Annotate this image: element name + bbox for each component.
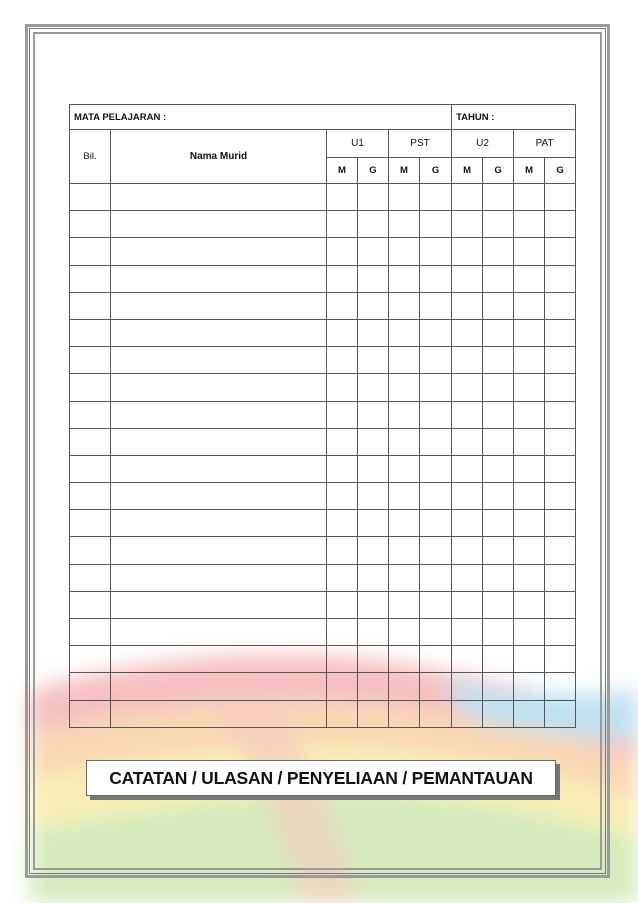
table-row [70,673,576,700]
score-cell[interactable] [483,374,514,401]
score-cell[interactable] [452,374,483,401]
table-row [70,510,576,537]
score-cell[interactable] [452,591,483,618]
bil-cell[interactable] [70,591,111,618]
score-cell[interactable] [389,265,420,292]
header-row-groups [70,130,576,158]
score-cell[interactable] [545,537,576,564]
score-cell[interactable] [327,673,358,700]
student-name-cell[interactable] [111,564,327,591]
score-cell[interactable] [327,564,358,591]
score-cell[interactable] [545,374,576,401]
score-cell[interactable] [327,619,358,646]
score-cell[interactable] [545,564,576,591]
score-cell[interactable] [545,510,576,537]
table-row [70,591,576,618]
table-row [70,537,576,564]
table-row [70,401,576,428]
score-cell[interactable] [327,700,358,727]
bil-cell[interactable] [70,211,111,238]
score-cell[interactable] [483,238,514,265]
score-cell[interactable] [483,483,514,510]
score-cell[interactable] [327,455,358,482]
score-cell[interactable] [545,455,576,482]
score-cell[interactable] [420,401,452,428]
bil-cell[interactable] [70,347,111,374]
score-cell[interactable] [327,401,358,428]
score-cell[interactable] [514,347,545,374]
score-cell[interactable] [420,319,452,346]
score-cell[interactable] [452,510,483,537]
score-cell[interactable] [389,700,420,727]
bil-cell[interactable] [70,238,111,265]
score-cell[interactable] [389,347,420,374]
score-cell[interactable] [358,265,389,292]
student-name-cell[interactable] [111,238,327,265]
score-cell[interactable] [483,211,514,238]
column-header-bil: Bil. [70,130,111,184]
table-row [70,374,576,401]
score-cell[interactable] [389,673,420,700]
student-name-cell[interactable] [111,619,327,646]
score-cell[interactable] [514,673,545,700]
score-cell[interactable] [389,401,420,428]
bil-cell[interactable] [70,646,111,673]
score-cell[interactable] [514,319,545,346]
score-cell[interactable] [420,184,452,211]
score-cell[interactable] [358,564,389,591]
score-cell[interactable] [483,537,514,564]
bil-cell[interactable] [70,673,111,700]
score-cell[interactable] [483,700,514,727]
score-cell[interactable] [358,510,389,537]
header-row-info [70,105,576,130]
table-row [70,483,576,510]
score-cell[interactable] [420,673,452,700]
table-row [70,619,576,646]
score-cell[interactable] [483,401,514,428]
score-cell[interactable] [358,428,389,455]
bil-cell[interactable] [70,455,111,482]
score-cell[interactable] [452,455,483,482]
student-score-table [69,104,576,728]
score-cell[interactable] [483,591,514,618]
score-cell[interactable] [389,455,420,482]
score-cell[interactable] [358,537,389,564]
score-cell[interactable] [452,428,483,455]
bil-cell[interactable] [70,619,111,646]
score-cell[interactable] [420,591,452,618]
score-cell[interactable] [514,483,545,510]
score-cell[interactable] [358,700,389,727]
notes-title-box [86,760,556,796]
bil-cell[interactable] [70,319,111,346]
column-sub-pat-m: M [514,158,545,184]
score-cell[interactable] [420,564,452,591]
student-name-cell[interactable] [111,401,327,428]
score-cell[interactable] [358,238,389,265]
student-name-cell[interactable] [111,700,327,727]
score-cell[interactable] [452,564,483,591]
score-cell[interactable] [514,211,545,238]
score-cell[interactable] [514,374,545,401]
score-cell[interactable] [545,347,576,374]
score-cell[interactable] [420,211,452,238]
score-cell[interactable] [389,319,420,346]
score-cell[interactable] [389,646,420,673]
score-cell[interactable] [358,292,389,319]
score-cell[interactable] [327,211,358,238]
score-cell[interactable] [358,184,389,211]
student-name-cell[interactable] [111,184,327,211]
score-cell[interactable] [389,564,420,591]
score-cell[interactable] [514,238,545,265]
column-sub-u1-m: M [327,158,358,184]
score-cell[interactable] [545,428,576,455]
score-cell[interactable] [514,292,545,319]
score-cell[interactable] [358,211,389,238]
subject-label: MATA PELAJARAN : [70,105,452,130]
score-cell[interactable] [452,537,483,564]
score-cell[interactable] [514,564,545,591]
score-cell[interactable] [358,347,389,374]
score-cell[interactable] [327,319,358,346]
column-sub-u2-m: M [452,158,483,184]
score-cell[interactable] [389,238,420,265]
score-cell[interactable] [545,319,576,346]
score-cell[interactable] [545,265,576,292]
score-cell[interactable] [545,184,576,211]
score-cell[interactable] [514,401,545,428]
column-group-u1: U1 [327,130,389,158]
score-cell[interactable] [420,455,452,482]
score-cell[interactable] [358,591,389,618]
column-sub-pst-m: M [389,158,420,184]
score-cell[interactable] [545,591,576,618]
column-sub-pat-g: G [545,158,576,184]
score-cell[interactable] [358,455,389,482]
score-cell[interactable] [389,537,420,564]
column-sub-u1-g: G [358,158,389,184]
score-cell[interactable] [452,619,483,646]
student-name-cell[interactable] [111,510,327,537]
score-cell[interactable] [327,483,358,510]
table-row [70,319,576,346]
score-cell[interactable] [514,184,545,211]
score-cell[interactable] [389,428,420,455]
table-row [70,428,576,455]
score-cell[interactable] [420,700,452,727]
score-cell[interactable] [514,646,545,673]
bil-cell[interactable] [70,428,111,455]
score-cell[interactable] [483,292,514,319]
table-row [70,646,576,673]
score-cell[interactable] [514,591,545,618]
score-cell[interactable] [389,483,420,510]
score-cell[interactable] [358,619,389,646]
score-cell[interactable] [327,374,358,401]
score-cell[interactable] [327,265,358,292]
score-cell[interactable] [327,184,358,211]
score-cell[interactable] [545,673,576,700]
table-row [70,564,576,591]
score-cell[interactable] [483,564,514,591]
score-cell[interactable] [452,211,483,238]
column-group-pst: PST [389,130,452,158]
table-row [70,184,576,211]
score-cell[interactable] [420,238,452,265]
score-cell[interactable] [514,510,545,537]
score-cell[interactable] [483,428,514,455]
bil-cell[interactable] [70,700,111,727]
bil-cell[interactable] [70,537,111,564]
bil-cell[interactable] [70,401,111,428]
score-cell[interactable] [452,184,483,211]
score-cell[interactable] [389,184,420,211]
student-name-cell[interactable] [111,537,327,564]
column-sub-u2-g: G [483,158,514,184]
score-cell[interactable] [483,319,514,346]
score-cell[interactable] [545,483,576,510]
score-cell[interactable] [420,483,452,510]
score-cell[interactable] [358,483,389,510]
score-cell[interactable] [358,374,389,401]
score-cell[interactable] [452,401,483,428]
table-row [70,700,576,727]
score-cell[interactable] [483,646,514,673]
score-cell[interactable] [420,646,452,673]
student-name-cell[interactable] [111,319,327,346]
score-cell[interactable] [545,211,576,238]
table-row [70,347,576,374]
score-cell[interactable] [420,619,452,646]
column-group-pat: PAT [514,130,576,158]
score-cell[interactable] [514,537,545,564]
table-row [70,455,576,482]
score-cell[interactable] [452,673,483,700]
score-cell[interactable] [452,319,483,346]
column-group-u2: U2 [452,130,514,158]
score-cell[interactable] [483,619,514,646]
score-cell[interactable] [327,292,358,319]
student-name-cell[interactable] [111,292,327,319]
bil-cell[interactable] [70,564,111,591]
bil-cell[interactable] [70,184,111,211]
score-cell[interactable] [358,401,389,428]
student-name-cell[interactable] [111,428,327,455]
score-cell[interactable] [358,319,389,346]
score-cell[interactable] [545,238,576,265]
score-cell[interactable] [452,700,483,727]
score-cell[interactable] [483,265,514,292]
student-name-cell[interactable] [111,483,327,510]
score-cell[interactable] [327,510,358,537]
score-cell[interactable] [514,619,545,646]
score-cell[interactable] [545,646,576,673]
score-cell[interactable] [327,537,358,564]
score-cell[interactable] [327,428,358,455]
score-cell[interactable] [389,292,420,319]
score-cell[interactable] [420,374,452,401]
score-cell[interactable] [420,428,452,455]
bil-cell[interactable] [70,483,111,510]
score-cell[interactable] [389,591,420,618]
score-cell[interactable] [545,700,576,727]
bil-cell[interactable] [70,374,111,401]
column-header-nama-murid: Nama Murid [111,130,327,184]
score-cell[interactable] [483,347,514,374]
table-row [70,292,576,319]
year-label: TAHUN : [452,105,576,130]
bil-cell[interactable] [70,292,111,319]
score-cell[interactable] [514,700,545,727]
score-cell[interactable] [483,455,514,482]
score-cell[interactable] [389,510,420,537]
score-cell[interactable] [420,537,452,564]
student-name-cell[interactable] [111,347,327,374]
student-name-cell[interactable] [111,673,327,700]
score-cell[interactable] [483,510,514,537]
score-cell[interactable] [452,292,483,319]
bil-cell[interactable] [70,510,111,537]
score-cell[interactable] [358,646,389,673]
score-cell[interactable] [545,401,576,428]
score-cell[interactable] [327,646,358,673]
table-row [70,211,576,238]
score-cell[interactable] [483,673,514,700]
score-cell[interactable] [514,265,545,292]
score-cell[interactable] [452,265,483,292]
score-cell[interactable] [420,347,452,374]
student-name-cell[interactable] [111,591,327,618]
score-cell[interactable] [358,673,389,700]
score-cell[interactable] [452,483,483,510]
score-cell[interactable] [389,619,420,646]
column-sub-pst-g: G [420,158,452,184]
score-cell[interactable] [483,184,514,211]
score-cell[interactable] [545,292,576,319]
score-cell[interactable] [327,238,358,265]
student-name-cell[interactable] [111,211,327,238]
table-row [70,265,576,292]
score-cell[interactable] [389,211,420,238]
student-name-cell[interactable] [111,374,327,401]
student-name-cell[interactable] [111,265,327,292]
student-name-cell[interactable] [111,646,327,673]
score-cell[interactable] [420,265,452,292]
score-cell[interactable] [452,347,483,374]
score-cell[interactable] [420,510,452,537]
score-cell[interactable] [514,428,545,455]
score-cell[interactable] [389,374,420,401]
score-cell[interactable] [327,347,358,374]
score-cell[interactable] [420,292,452,319]
score-cell[interactable] [452,646,483,673]
score-cell[interactable] [452,238,483,265]
score-cell[interactable] [514,455,545,482]
score-cell[interactable] [545,619,576,646]
score-cell[interactable] [327,591,358,618]
student-name-cell[interactable] [111,455,327,482]
bil-cell[interactable] [70,265,111,292]
notes-title: CATATAN / ULASAN / PENYELIAAN / PEMANTAUAN [109,768,533,788]
table-row [70,238,576,265]
